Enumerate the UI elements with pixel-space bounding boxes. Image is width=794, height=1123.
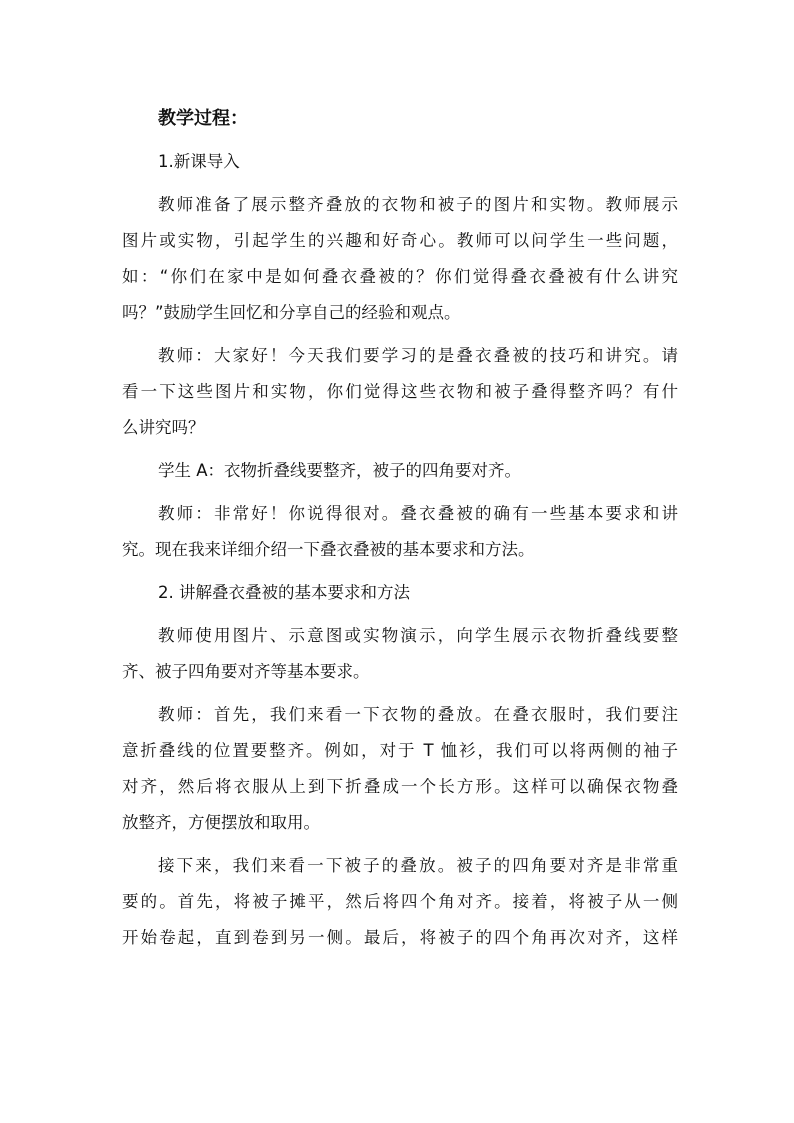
paragraph: [122, 496, 678, 568]
document-body: [122, 101, 678, 956]
paragraph-line: 教师：大家好！今天我们要学习的是叠衣叠被的技巧和讲究。请: [158, 346, 678, 365]
paragraph-line: 对齐，然后将衣服从上到下折叠成一个长方形。这样可以确保衣物叠: [122, 777, 678, 796]
paragraph-line: 1.新课导入: [158, 152, 240, 171]
paragraph-line: 图片或实物，引起学生的兴趣和好奇心。教师可以问学生一些问题，: [122, 231, 678, 250]
paragraph-line: 教师：非常好！你说得很对。叠衣叠被的确有一些基本要求和讲: [158, 504, 678, 523]
paragraph-line: 意折叠线的位置要整齐。例如，对于 T 恤衫，我们可以将两侧的袖子: [122, 741, 678, 760]
paragraph: [122, 575, 678, 611]
paragraph: [122, 453, 678, 489]
paragraph-line: 放整齐，方便摆放和取用。: [122, 813, 320, 832]
paragraph-line: 2. 讲解叠衣叠被的基本要求和方法: [158, 583, 410, 602]
paragraph: [122, 618, 678, 690]
paragraph-line: 要的。首先，将被子摊平，然后将四个角对齐。接着，将被子从一侧: [122, 892, 678, 911]
paragraph-line: 学生 A：衣物折叠线要整齐，被子的四角要对齐。: [158, 461, 522, 480]
paragraph: [122, 697, 678, 841]
paragraph: [122, 187, 678, 331]
paragraph-line: 教师准备了展示整齐叠放的衣物和被子的图片和实物。教师展示: [158, 195, 678, 214]
paragraph-line: 看一下这些图片和实物，你们觉得这些衣物和被子叠得整齐吗？有什: [122, 382, 678, 401]
paragraph-line: 教师：首先，我们来看一下衣物的叠放。在叠衣服时，我们要注: [158, 705, 678, 724]
paragraph-line: 开始卷起，直到卷到另一侧。最后，将被子的四个角再次对齐，这样: [122, 928, 678, 947]
paragraph-line: 教师使用图片、示意图或实物演示，向学生展示衣物折叠线要整: [158, 626, 678, 645]
paragraph-list: [122, 144, 678, 956]
paragraph-line: 如：“你们在家中是如何叠衣叠被的？你们觉得叠衣叠被有什么讲究: [122, 267, 678, 286]
paragraph-line: 接下来，我们来看一下被子的叠放。被子的四角要对齐是非常重: [158, 856, 678, 875]
paragraph: [122, 848, 678, 956]
section-heading: 教学过程：: [158, 108, 248, 129]
paragraph: [122, 338, 678, 446]
paragraph-line: 齐、被子四角要对齐等基本要求。: [122, 662, 370, 681]
paragraph-line: 究。现在我来详细介绍一下叠衣叠被的基本要求和方法。: [122, 540, 535, 559]
paragraph-line: 么讲究吗？: [122, 418, 205, 437]
paragraph: [122, 144, 678, 180]
paragraph-line: 吗？”鼓励学生回忆和分享自己的经验和观点。: [122, 303, 461, 322]
